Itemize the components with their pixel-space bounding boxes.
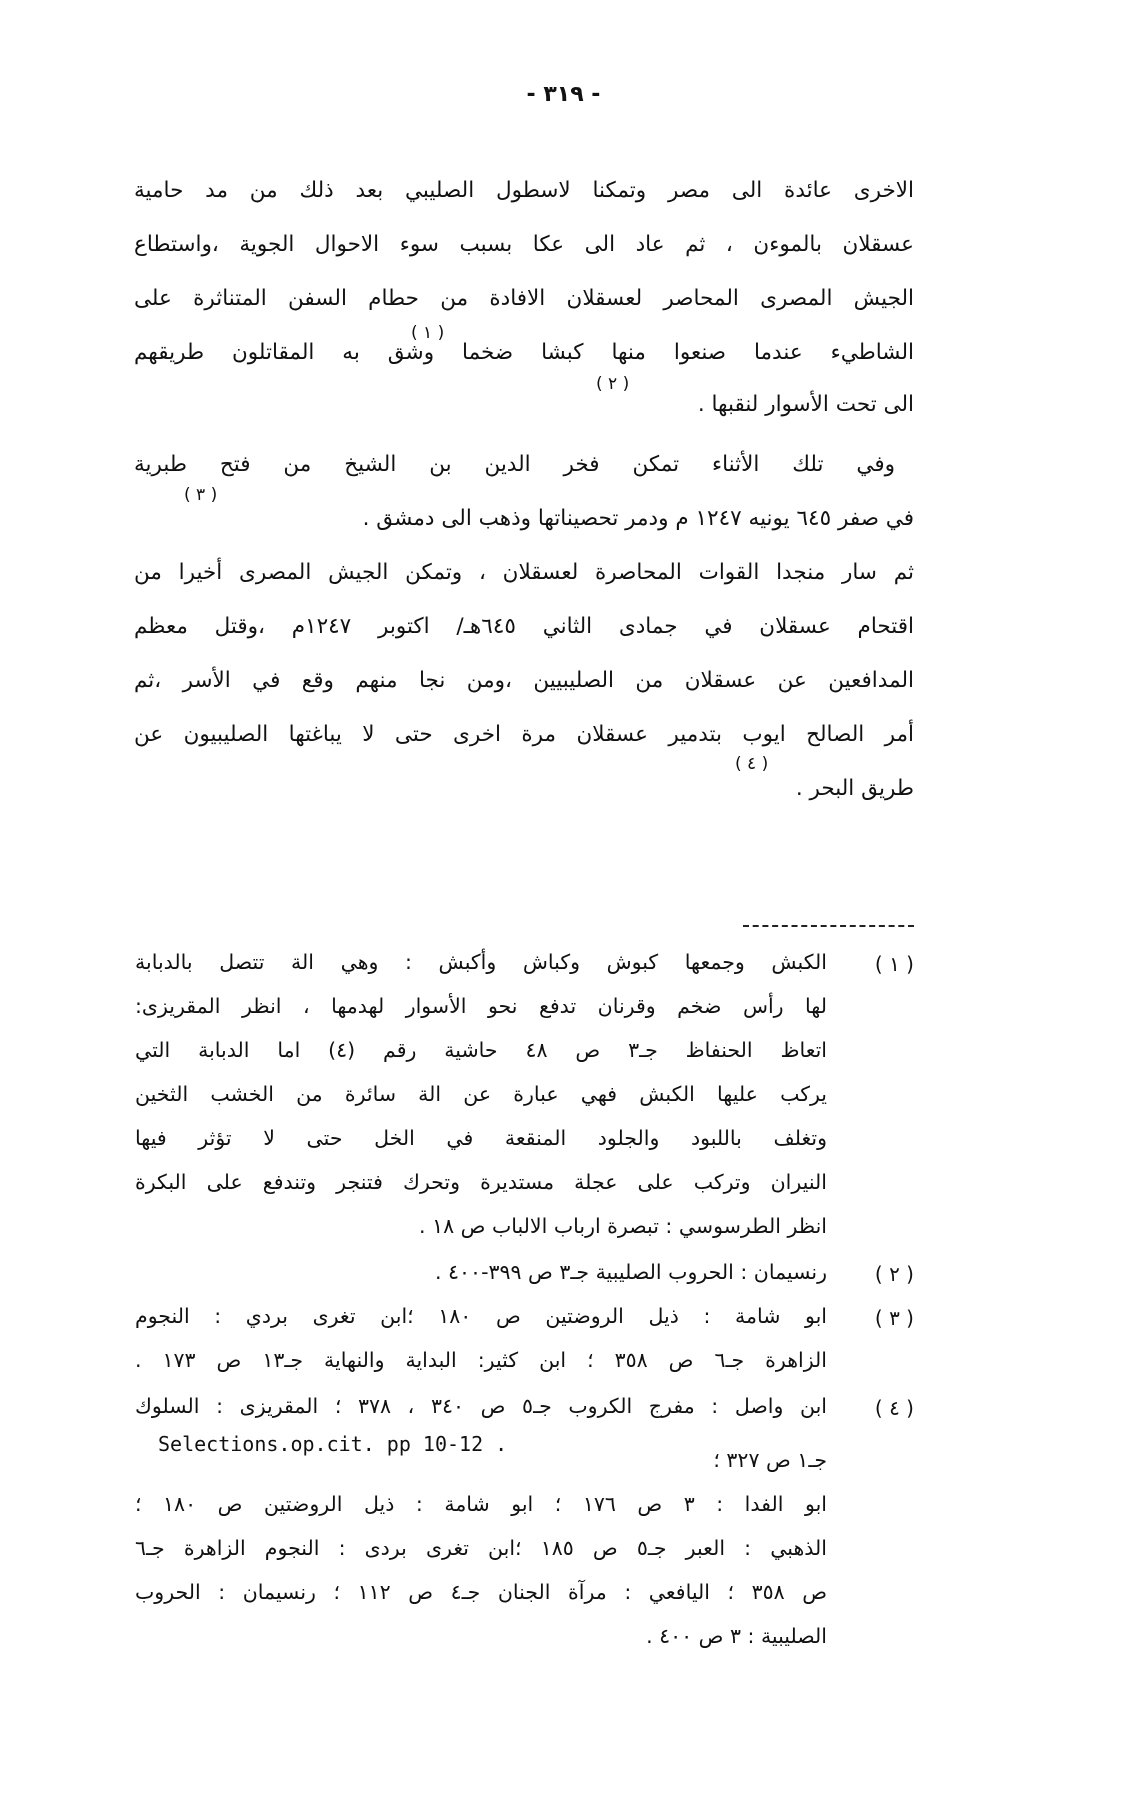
footnote-line: الزاهرة جـ٦ ص ٣٥٨ ؛ ابن كثير: البداية والنهاية جـ١٣ ص ١٧٣ . <box>135 1348 827 1372</box>
page-number: - ٣١٩ - <box>526 82 601 107</box>
footnote-ref-2: ( ٢ ) <box>596 374 630 394</box>
body-line: اقتحام عسقلان في جمادى الثاني ٦٤٥هـ/ اكتوبر ١٢٤٧م ،وقتل معظم <box>134 614 915 639</box>
footnote-ref-3: ( ٣ ) <box>184 485 218 505</box>
footnote-line: ابن واصل : مفرج الكروب جـ٥ ص ٣٤٠ ، ٣٧٨ ؛ المقريزى : السلوك <box>135 1394 828 1418</box>
body-line: أمر الصالح ايوب بتدمير عسقلان مرة اخرى حتى لا يباغتها الصليبيون عن <box>134 722 914 747</box>
footnote-line: ص ٣٥٨ ؛ اليافعي : مرآة الجنان جـ٤ ص ١١٢ ؛ رنسيمان : الحروب <box>135 1580 827 1604</box>
footnote-line: انظر الطرسوسي : تبصرة ارباب الالباب ص ١٨ . <box>419 1214 827 1238</box>
footnote-line: الذهبي : العبر جـ٥ ص ١٨٥ ؛ابن تغرى بردى : النجوم الزاهرة جـ٦ <box>135 1536 827 1560</box>
body-line: الشاطيء عندما صنعوا منها كبشا ضخما وشق به المقاتلون طريقهم <box>134 340 914 365</box>
footnote-line: جـ١ ص ٣٢٧ ؛ <box>713 1448 827 1472</box>
footnote-line: الكبش وجمعها كبوش وكباش وأكبش : وهي الة تتصل بالدبابة <box>135 950 827 974</box>
body-line: عسقلان بالموءن ، ثم عاد الى عكا بسبب سوء الاحوال الجوية ،واستطاع <box>134 232 914 257</box>
footnote-line: يركب عليها الكبش فهي عبارة عن الة سائرة من الخشب الثخين <box>135 1082 827 1106</box>
body-line: في صفر ٦٤٥ يونيه ١٢٤٧ م ودمر تحصيناتها وذهب الى دمشق . <box>362 506 914 531</box>
footnote-line: وتغلف باللبود والجلود المنقعة في الخل حتى لا تؤثر فيها <box>135 1126 827 1150</box>
footnote-separator <box>743 925 914 927</box>
footnote-line: لها رأس ضخم وقرنان تدفع نحو الأسوار لهدمها ، انظر المقريزى: <box>135 994 827 1018</box>
footnote-line: ابو شامة : ذيل الروضتين ص ١٨٠ ؛ابن تغرى بردي : النجوم <box>135 1304 827 1328</box>
footnote-marker: ( ٤ ) <box>874 1396 914 1420</box>
footnote-marker: ( ٢ ) <box>874 1262 914 1286</box>
body-line: ثم سار منجدا القوات المحاصرة لعسقلان ، وتمكن الجيش المصرى أخيرا من <box>134 560 914 585</box>
footnote-line: اتعاظ الحنفاظ جـ٣ ص ٤٨ حاشية رقم (٤) اما الدبابة التي <box>135 1038 827 1062</box>
footnote-line: ابو الفدا : ٣ ص ١٧٦ ؛ ابو شامة : ذيل الروضتين ص ١٨٠ ؛ <box>135 1492 827 1516</box>
body-line: وفي تلك الأثناء تمكن فخر الدين بن الشيخ من فتح طبرية <box>134 452 895 477</box>
body-line: الاخرى عائدة الى مصر وتمكنا لاسطول الصليبي بعد ذلك من مد حامية <box>134 178 914 203</box>
latin-citation: Selections.op.cit. pp 10-12 . <box>158 1432 508 1456</box>
footnote-line: النيران وتركب على عجلة مستديرة وتحرك فتنجر وتندفع على البكرة <box>135 1170 827 1194</box>
body-line: الجيش المصرى المحاصر لعسقلان الافادة من حطام السفن المتناثرة على <box>134 286 914 311</box>
body-line: الى تحت الأسوار لنقبها . <box>697 392 914 417</box>
footnote-marker: ( ١ ) <box>874 952 914 976</box>
body-line: طريق البحر . <box>795 776 914 801</box>
footnote-ref-1: ( ١ ) <box>411 323 445 343</box>
footnote-ref-4: ( ٤ ) <box>735 754 769 774</box>
footnote-marker: ( ٣ ) <box>874 1306 914 1330</box>
footnote-line: رنسيمان : الحروب الصليبية جـ٣ ص ٣٩٩-٤٠٠ . <box>434 1260 827 1284</box>
footnote-line: الصليبية : ٣ ص ٤٠٠ . <box>646 1624 827 1648</box>
body-line: المدافعين عن عسقلان من الصليبيين ،ومن نجا منهم وقع في الأسر ،ثم <box>134 668 914 693</box>
